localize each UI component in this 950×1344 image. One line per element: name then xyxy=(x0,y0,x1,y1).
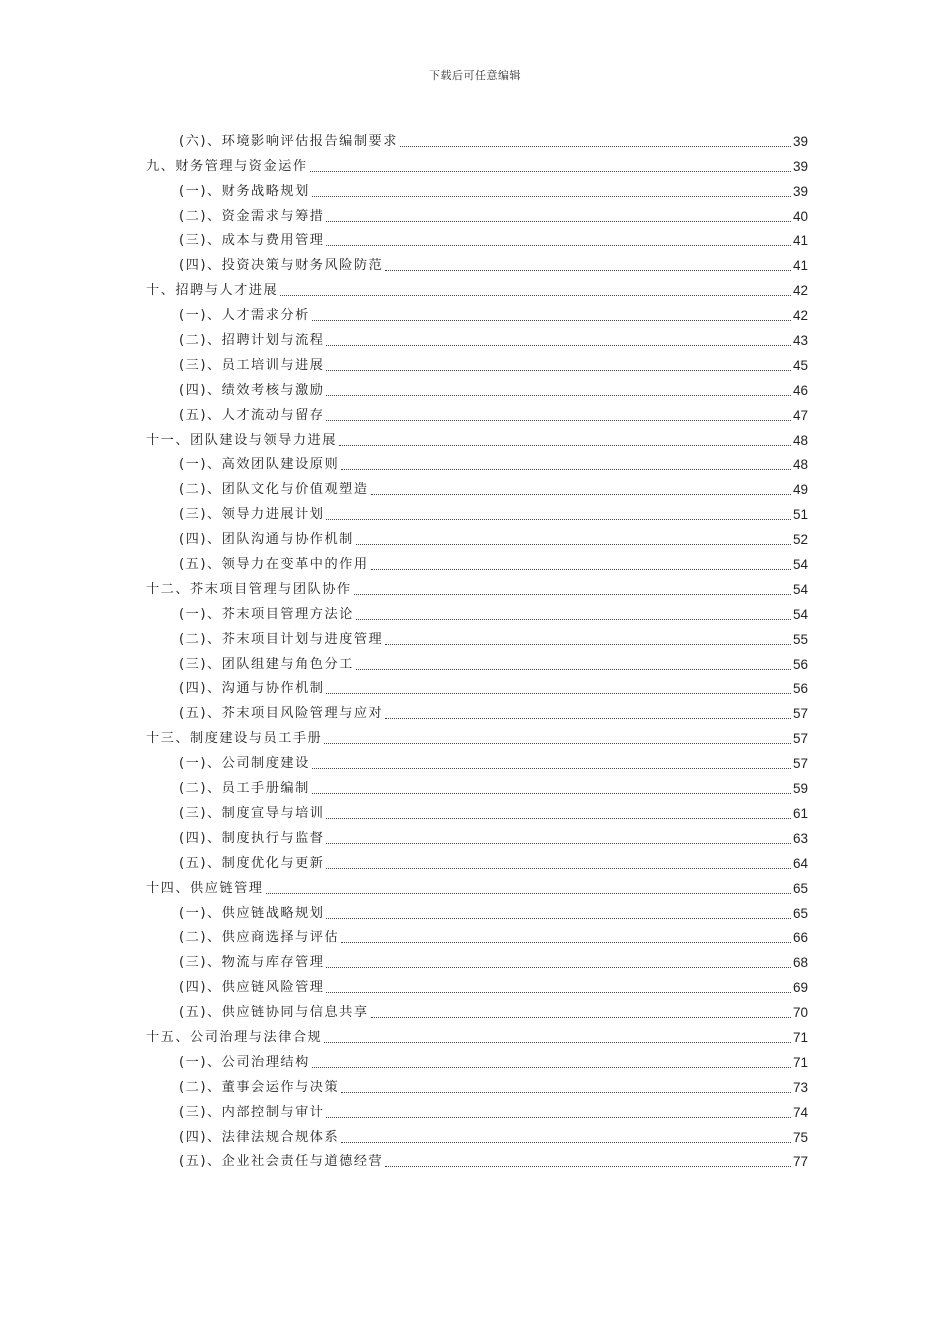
toc-page-number: 71 xyxy=(792,1029,808,1045)
toc-page-number: 63 xyxy=(792,830,808,846)
toc-entry-title: (二)、员工手册编制 xyxy=(179,781,310,797)
toc-dot-leader xyxy=(385,270,791,271)
toc-page-number: 54 xyxy=(792,581,808,597)
toc-section-entry[interactable] xyxy=(146,375,808,400)
toc-entry-title: (一)、高效团队建设原则 xyxy=(179,457,340,473)
toc-entry-title: (二)、董事会运作与决策 xyxy=(179,1079,340,1095)
toc-page-number: 73 xyxy=(792,1079,808,1095)
toc-entry-title: (四)、制度执行与监督 xyxy=(179,830,325,846)
toc-page-number: 70 xyxy=(792,1005,808,1021)
toc-section-entry[interactable] xyxy=(146,450,808,475)
toc-dot-leader xyxy=(326,992,790,993)
toc-entry-title: (一)、公司制度建设 xyxy=(179,756,310,772)
toc-section-entry[interactable] xyxy=(146,250,808,275)
toc-entry-title: (二)、芥末项目计划与进度管理 xyxy=(179,631,384,647)
toc-section-entry[interactable] xyxy=(146,624,808,649)
toc-page-number: 74 xyxy=(792,1104,808,1120)
toc-section-entry[interactable] xyxy=(146,1097,808,1122)
toc-page-number: 42 xyxy=(792,283,808,299)
toc-dot-leader xyxy=(312,793,791,794)
toc-section-entry[interactable] xyxy=(146,300,808,325)
toc-dot-leader xyxy=(341,1092,791,1093)
toc-page-number: 47 xyxy=(792,407,808,423)
toc-entry-title: 十二、芥末项目管理与团队协作 xyxy=(146,581,352,597)
toc-dot-leader xyxy=(326,843,790,844)
toc-page-number: 51 xyxy=(792,507,808,523)
toc-page-number: 57 xyxy=(792,706,808,722)
toc-dot-leader xyxy=(326,370,790,371)
toc-section-entry[interactable] xyxy=(146,674,808,699)
toc-page-number: 41 xyxy=(792,258,808,274)
toc-section-entry[interactable] xyxy=(146,923,808,948)
toc-entry-title: (二)、招聘计划与流程 xyxy=(179,333,325,349)
toc-page-number: 57 xyxy=(792,756,808,772)
toc-dot-leader xyxy=(385,1166,791,1167)
toc-chapter-entry[interactable] xyxy=(146,151,808,176)
toc-entry-title: (三)、内部控制与审计 xyxy=(179,1104,325,1120)
toc-dot-leader xyxy=(280,295,791,296)
toc-entry-title: (一)、公司治理结构 xyxy=(179,1054,310,1070)
toc-dot-leader xyxy=(310,171,791,172)
toc-page-number: 56 xyxy=(792,681,808,697)
toc-entry-title: (五)、芥末项目风险管理与应对 xyxy=(179,706,384,722)
toc-dot-leader xyxy=(312,320,791,321)
toc-entry-title: (四)、沟通与协作机制 xyxy=(179,681,325,697)
toc-entry-title: (四)、法律法规合规体系 xyxy=(179,1129,340,1145)
toc-page-number: 45 xyxy=(792,357,808,373)
toc-section-entry[interactable] xyxy=(146,698,808,723)
toc-entry-title: 十一、团队建设与领导力进展 xyxy=(146,432,337,448)
toc-chapter-entry[interactable] xyxy=(146,425,808,450)
toc-entry-title: (四)、团队沟通与协作机制 xyxy=(179,532,354,548)
toc-dot-leader xyxy=(356,544,791,545)
toc-chapter-entry[interactable] xyxy=(146,1022,808,1047)
toc-entry-title: (四)、绩效考核与激励 xyxy=(179,382,325,398)
toc-section-entry[interactable] xyxy=(146,599,808,624)
toc-page-number: 42 xyxy=(792,308,808,324)
toc-dot-leader xyxy=(400,146,791,147)
toc-section-entry[interactable] xyxy=(146,499,808,524)
toc-section-entry[interactable] xyxy=(146,176,808,201)
toc-entry-title: (四)、供应链风险管理 xyxy=(179,980,325,996)
toc-chapter-entry[interactable] xyxy=(146,275,808,300)
toc-page-number: 57 xyxy=(792,731,808,747)
toc-page-number: 59 xyxy=(792,781,808,797)
toc-dot-leader xyxy=(341,942,791,943)
toc-page-number: 39 xyxy=(792,183,808,199)
toc-entry-title: (一)、芥末项目管理方法论 xyxy=(179,606,354,622)
toc-dot-leader xyxy=(324,1042,791,1043)
toc-section-entry[interactable] xyxy=(146,649,808,674)
toc-section-entry[interactable] xyxy=(146,1147,808,1172)
toc-dot-leader xyxy=(326,420,790,421)
page-header: 下载后可任意编辑 xyxy=(429,69,521,82)
toc-section-entry[interactable] xyxy=(146,898,808,923)
toc-dot-leader xyxy=(326,693,790,694)
toc-page-number: 52 xyxy=(792,532,808,548)
toc-section-entry[interactable] xyxy=(146,524,808,549)
toc-section-entry[interactable] xyxy=(146,226,808,251)
toc-entry-title: (五)、人才流动与留存 xyxy=(179,407,325,423)
toc-dot-leader xyxy=(312,1067,791,1068)
toc-section-entry[interactable] xyxy=(146,126,808,151)
toc-section-entry[interactable] xyxy=(146,773,808,798)
toc-dot-leader xyxy=(326,967,790,968)
toc-section-entry[interactable] xyxy=(146,325,808,350)
toc-entry-title: 十、招聘与人才进展 xyxy=(146,283,279,299)
toc-dot-leader xyxy=(371,569,791,570)
toc-section-entry[interactable] xyxy=(146,474,808,499)
toc-page-number: 65 xyxy=(792,905,808,921)
toc-dot-leader xyxy=(326,395,790,396)
toc-chapter-entry[interactable] xyxy=(146,574,808,599)
toc-page-number: 39 xyxy=(792,158,808,174)
toc-section-entry[interactable] xyxy=(146,848,808,873)
table-of-contents xyxy=(146,126,808,1171)
toc-dot-leader xyxy=(326,918,790,919)
toc-page-number: 49 xyxy=(792,482,808,498)
toc-page-number: 71 xyxy=(792,1054,808,1070)
toc-dot-leader xyxy=(341,1142,791,1143)
toc-dot-leader xyxy=(385,718,791,719)
toc-page-number: 54 xyxy=(792,606,808,622)
toc-dot-leader xyxy=(385,644,791,645)
toc-page-number: 55 xyxy=(792,631,808,647)
toc-dot-leader xyxy=(326,345,790,346)
toc-dot-leader xyxy=(371,1017,791,1018)
toc-page-number: 66 xyxy=(792,930,808,946)
toc-dot-leader xyxy=(326,818,790,819)
toc-page-number: 68 xyxy=(792,955,808,971)
toc-entry-title: 九、财务管理与资金运作 xyxy=(146,158,308,174)
toc-dot-leader xyxy=(356,619,791,620)
toc-page-number: 40 xyxy=(792,208,808,224)
toc-dot-leader xyxy=(266,893,791,894)
toc-page-number: 75 xyxy=(792,1129,808,1145)
toc-entry-title: (六)、环境影响评估报告编制要求 xyxy=(179,133,398,149)
toc-entry-title: (三)、领导力进展计划 xyxy=(179,507,325,523)
toc-section-entry[interactable] xyxy=(146,798,808,823)
toc-entry-title: (五)、企业社会责任与道德经营 xyxy=(179,1154,384,1170)
toc-page-number: 69 xyxy=(792,980,808,996)
toc-entry-title: (一)、供应链战略规划 xyxy=(179,905,325,921)
toc-dot-leader xyxy=(312,196,791,197)
toc-entry-title: (一)、人才需求分析 xyxy=(179,308,310,324)
toc-page-number: 77 xyxy=(792,1154,808,1170)
toc-chapter-entry[interactable] xyxy=(146,723,808,748)
toc-dot-leader xyxy=(326,519,790,520)
toc-section-entry[interactable] xyxy=(146,997,808,1022)
toc-page-number: 48 xyxy=(792,457,808,473)
toc-page-number: 39 xyxy=(792,133,808,149)
toc-entry-title: (五)、领导力在变革中的作用 xyxy=(179,557,369,573)
toc-entry-title: (五)、制度优化与更新 xyxy=(179,855,325,871)
toc-page-number: 56 xyxy=(792,656,808,672)
toc-section-entry[interactable] xyxy=(146,350,808,375)
toc-dot-leader xyxy=(354,594,791,595)
toc-section-entry[interactable] xyxy=(146,823,808,848)
toc-dot-leader xyxy=(326,245,790,246)
toc-entry-title: (三)、员工培训与进展 xyxy=(179,357,325,373)
toc-page-number: 64 xyxy=(792,855,808,871)
toc-entry-title: (五)、供应链协同与信息共享 xyxy=(179,1005,369,1021)
toc-entry-title: (三)、制度宣导与培训 xyxy=(179,805,325,821)
toc-page-number: 46 xyxy=(792,382,808,398)
toc-section-entry[interactable] xyxy=(146,972,808,997)
toc-entry-title: (四)、投资决策与财务风险防范 xyxy=(179,258,384,274)
toc-entry-title: (三)、团队组建与角色分工 xyxy=(179,656,354,672)
toc-page-number: 54 xyxy=(792,557,808,573)
toc-section-entry[interactable] xyxy=(146,1047,808,1072)
toc-entry-title: (二)、团队文化与价值观塑造 xyxy=(179,482,369,498)
toc-page-number: 65 xyxy=(792,880,808,896)
toc-dot-leader xyxy=(312,768,791,769)
toc-dot-leader xyxy=(326,1117,790,1118)
toc-section-entry[interactable] xyxy=(146,549,808,574)
toc-entry-title: 十三、制度建设与员工手册 xyxy=(146,731,323,747)
toc-entry-title: 十五、公司治理与法律合规 xyxy=(146,1029,323,1045)
toc-section-entry[interactable] xyxy=(146,400,808,425)
toc-entry-title: (二)、供应商选择与评估 xyxy=(179,930,340,946)
toc-section-entry[interactable] xyxy=(146,947,808,972)
toc-entry-title: (三)、物流与库存管理 xyxy=(179,955,325,971)
toc-entry-title: (二)、资金需求与筹措 xyxy=(179,208,325,224)
toc-page-number: 48 xyxy=(792,432,808,448)
toc-dot-leader xyxy=(339,445,791,446)
toc-page-number: 43 xyxy=(792,333,808,349)
toc-page-number: 41 xyxy=(792,233,808,249)
toc-chapter-entry[interactable] xyxy=(146,873,808,898)
toc-dot-leader xyxy=(341,469,791,470)
toc-entry-title: 十四、供应链管理 xyxy=(146,880,264,896)
toc-dot-leader xyxy=(356,669,791,670)
toc-entry-title: (三)、成本与费用管理 xyxy=(179,233,325,249)
toc-page-number: 61 xyxy=(792,805,808,821)
toc-section-entry[interactable] xyxy=(146,748,808,773)
toc-section-entry[interactable] xyxy=(146,201,808,226)
toc-entry-title: (一)、财务战略规划 xyxy=(179,183,310,199)
toc-dot-leader xyxy=(326,868,790,869)
toc-dot-leader xyxy=(371,494,791,495)
toc-section-entry[interactable] xyxy=(146,1072,808,1097)
toc-dot-leader xyxy=(326,221,790,222)
toc-dot-leader xyxy=(324,743,791,744)
toc-section-entry[interactable] xyxy=(146,1122,808,1147)
